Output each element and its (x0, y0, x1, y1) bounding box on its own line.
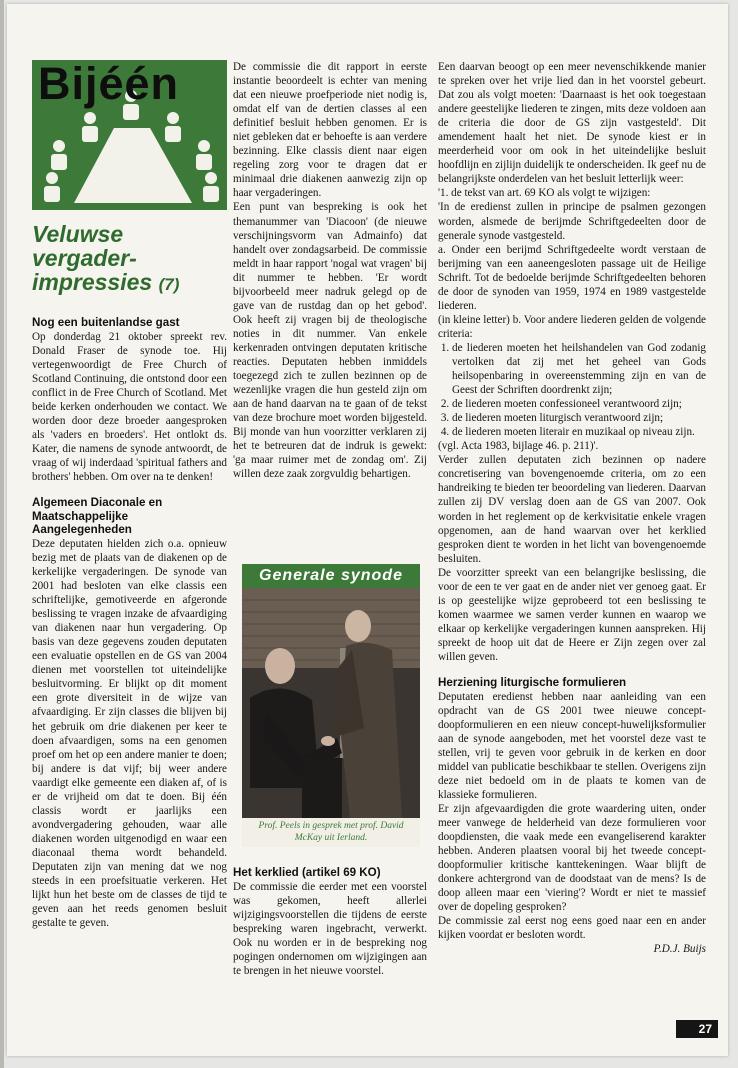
paragraph: De commissie die dit rapport in eerste instantie beoordeelt is echter van mening dat een nieuwe proefperiode niet nodig is, omdat elf van de dertien classes al een definitief besluit hebben genomen. Er is niet gebleken dat er behoefte is aan verdere bezinning. Elke classis dient naar eigen regeling zorg voor te dragen dat er minimaal drie diakenen aanwezig zijn op haar vergaderingen. (233, 61, 427, 200)
paragraph: De commissie zal eerst nog eens goed naar een en ander kijken voordat er besloten wordt. (438, 915, 706, 942)
paragraph: '1. de tekst van art. 69 KO als volgt te wijzigen: (438, 187, 651, 200)
photo (242, 588, 420, 818)
photo-band: Generale synode (242, 564, 420, 588)
paragraph: Een punt van bespreking is ook het themanummer van 'Diacoon' (de nieuwe verschijningsvorm van Admainfo) dat handelt over zondagsarbeid. De commissie meldt in haar rapport 'nogal wat vragen' bij dit nummer te hebben. 'Er wordt bijvoorbeeld meer nadruk gelegd op de gave van de rustdag dan op het gebod'. Ook heeft zij vragen bij de theologische noties in dit nummer. Van enkele kerkenraden ontvingen deputaten kritische reacties. Deputaten hebben inmiddels toegezegd zich te zullen bezinnen op de wezenlijke vragen die hun gesteld zijn om aan de hand daarvan na te gaan of de tekst van deze brochure moet worden bijgesteld. Bij monde van hun voorzitter verklaren zij het te betreuren dat de indruk is gewekt: 'ga maar ruimer met de zondag om'. Zij willen deze zaak zorgvuldig behartigen. (233, 201, 427, 481)
column-2 (233, 60, 427, 481)
logo-word: Bijéén (38, 58, 180, 109)
article-title-text: Veluwse vergader-impressies (32, 221, 153, 295)
paragraph: (in kleine letter) b. Voor andere liederen gelden de volgende criteria: (438, 313, 706, 340)
heading-buitenlandse-gast: Nog een buitenlandse gast (32, 316, 180, 329)
list-item: 2. de liederen moeten confessioneel verantwoord zijn; (452, 397, 706, 411)
column-1 (32, 316, 227, 930)
paragraph: De voorzitter spreekt van een belangrijke beslissing, die voor de een te ver gaat en de ander niet ver genoeg gaat. Er is op geestelijke wijze geprobeerd tot een beslissing te komen waarmee we samen verder kunnen en waarop we elkaar op kerkelijke vergaderingen kunnen aanspreken. Hij spreekt de hoop uit dat de Heere er Zijn zegen over zal willen geven. (438, 566, 706, 663)
photo-caption: Prof. Peels in gesprek met prof. David McKay uit Ierland. (242, 818, 420, 847)
paragraph: Verder zullen deputaten zich bezinnen op nadere concretisering van bovengenoemde criteria, om zo een handreiking te bieden ter beoordeling van liederen. Daarvan zullen zij DV verslag doen aan de GS van 2007. Ook worden in het reglement op de kerkvisitatie enkele vragen opgenomen, aan de hand waarvan over het kerklied gesproken dient te worden in het licht van bovengenoemde besluiten. (438, 454, 706, 565)
paragraph: Deputaten eredienst hebben naar aanleiding van een opdracht van de GS 2001 twee nieuwe concept-doopformulieren en een nieuw concept-huwelijksformulier aan de synode aangeboden, met het voorstel deze vast te stellen, vrij te geven voor gebruik in de kerken en door middel van publicatie beschikbaar te stellen. Overigens zijn deze niet bedoeld om in de plaats te komen van de klassieke formulieren. (438, 690, 706, 801)
column-2-bottom (233, 866, 427, 978)
list-item: 3. de liederen moeten liturgisch verantwoord zijn; (452, 411, 706, 425)
paragraph: Op donderdag 21 oktober spreekt rev. Donald Fraser de synode toe. Hij vertegenwoordigt de Free Church of Scotland Continuing, die ontstond door een conflict in de Free Church of Scotland. Met beide kerken onderhouden we contact. We worden door deze broeder aangesproken als 'vaders en broeders'. Het ontlokt ds. Kater, die namens de synode antwoordt, de vraag of wij inderdaad 'spiritual fathers and brothers' hebben. Om over na te denken! (32, 330, 227, 484)
list-item: 4. de liederen moeten literair en muzikaal op niveau zijn. (452, 425, 706, 439)
paragraph: 'In de eredienst zullen in principe de psalmen gezongen worden, alsmede de berijmde Schriftgedeelten door de generale synode vastgesteld. (438, 201, 706, 242)
paragraph: (vgl. Acta 1983, bijlage 46. p. 211)'. (438, 440, 599, 453)
column-3 (438, 60, 706, 957)
paragraph: Er zijn afgevaardigden die grote waardering uiten, onder meer vanwege de helderheid van deze formulieren voor doopdiensten, die vaak mede een evangeliserend karakter hebben. Anderen plaatsen vooral bij het tweede concept-doopformulier kritische kanttekeningen. Waar blijft de donkere achtergrond van de doodstaat van de mens? Is de doop alleen maar een 'viering'? Wordt er niet te massief over de dopeling gesproken? (438, 802, 706, 914)
bijeen-logo (32, 60, 227, 210)
paragraph: Deze deputaten hielden zich o.a. opnieuw bezig met de plaats van de diakenen op de kerkelijke vergaderingen. De synode van 2001 had besloten van elke classis een schriftelijke, gemotiveerde en afgeronde beslissing te vragen inzake de afvaardiging van diakenen naar hun vergadering. Op basis van deze gegevens zouden deputaten een evaluatie opstellen en de GS van 2004 dienen met voorstellen tot uiteindelijke besluitvorming. Er blijkt op dit moment een grote diversiteit in de wijze van afvaardiging. Er zijn classes die blijven bij het gebruik om drie diakenen per keer te doen afvaardigen, soms na een genomen proef om het op een andere manier te doen; bij andere is dat vijf; bij weer andere vaardigt elke gemeente een diaken af, of is er de vrijheid om dat te doen. Bij één classis wordt er jaarlijks een avondvergadering gehouden, waar alle diakenen worden uitgenodigd en waar een diaconaal thema wordt behandeld. Deputaten zijn van mening dat we nog steeds in een proefsituatie verkeren. Het lijkt hun het beste om de classes de tijd te geven aan het reeds genomen besluit gestalte te geven. (32, 537, 227, 930)
photo-image (242, 588, 420, 818)
paragraph: Een daarvan beoogt op een meer nevenschikkende manier te spreken over het vrije lied dan in het voorstel gebeurt. Dat zou als volgt moeten: 'Daarnaast is het ook toegestaan andere geestelijke liederen te zingen, mits deze voldoen aan de criteria die door de GS zijn vastgesteld'. Dit amendement haalt het niet. De synode kiest er in meerderheid voor om ook in het uiteindelijke besluit hoofdlijn en zijlijn duidelijk te onderscheiden. Ik geef nu de belangrijkste onderdelen van het besluit letterlijk weer: (438, 61, 706, 186)
page-number: 27 (676, 1020, 718, 1038)
signature: P.D.J. Buijs (653, 943, 706, 956)
heading-liturgische-formulieren: Herziening liturgische formulieren (438, 676, 627, 690)
scan-edge (0, 0, 4, 1068)
paragraph: a. Onder een berijmd Schriftgedeelte wordt verstaan de berijming van een aaneengesloten passage uit de Heilige Schrift. Tot de bedoelde berijmde Schriftgedeelten behoren de door de synoden van 1959, 1974 en 1989 vastgestelde liederen. (438, 243, 706, 312)
paragraph: De commissie die eerder met een voorstel was gekomen, heeft allerlei wijzigingsvoorstellen die tijdens de eerste bespreking waren ingebracht, verwerkt. Ook nu worden er in de bespreking nog pogingen ondernomen om wijzigingen aan te brengen in het nieuwe voorstel. (233, 880, 427, 977)
magazine-page (7, 4, 728, 1056)
article-title-number: (7) (158, 275, 180, 294)
criteria-list (438, 341, 706, 439)
heading-diaconale: Algemeen Diaconale en Maatschappelijke Aangelegenheden (32, 496, 163, 537)
list-item: 1. de liederen moeten het heilshandelen van God zodanig vertolken dat zij met het geheel van Gods heilsopenbaring in overeenstemming zijn en van de Geest der Schriften doordrenkt zijn; (452, 341, 706, 397)
article-title (32, 222, 227, 297)
heading-kerklied: Het kerklied (artikel 69 KO) (233, 866, 381, 879)
photo-box (242, 564, 420, 854)
